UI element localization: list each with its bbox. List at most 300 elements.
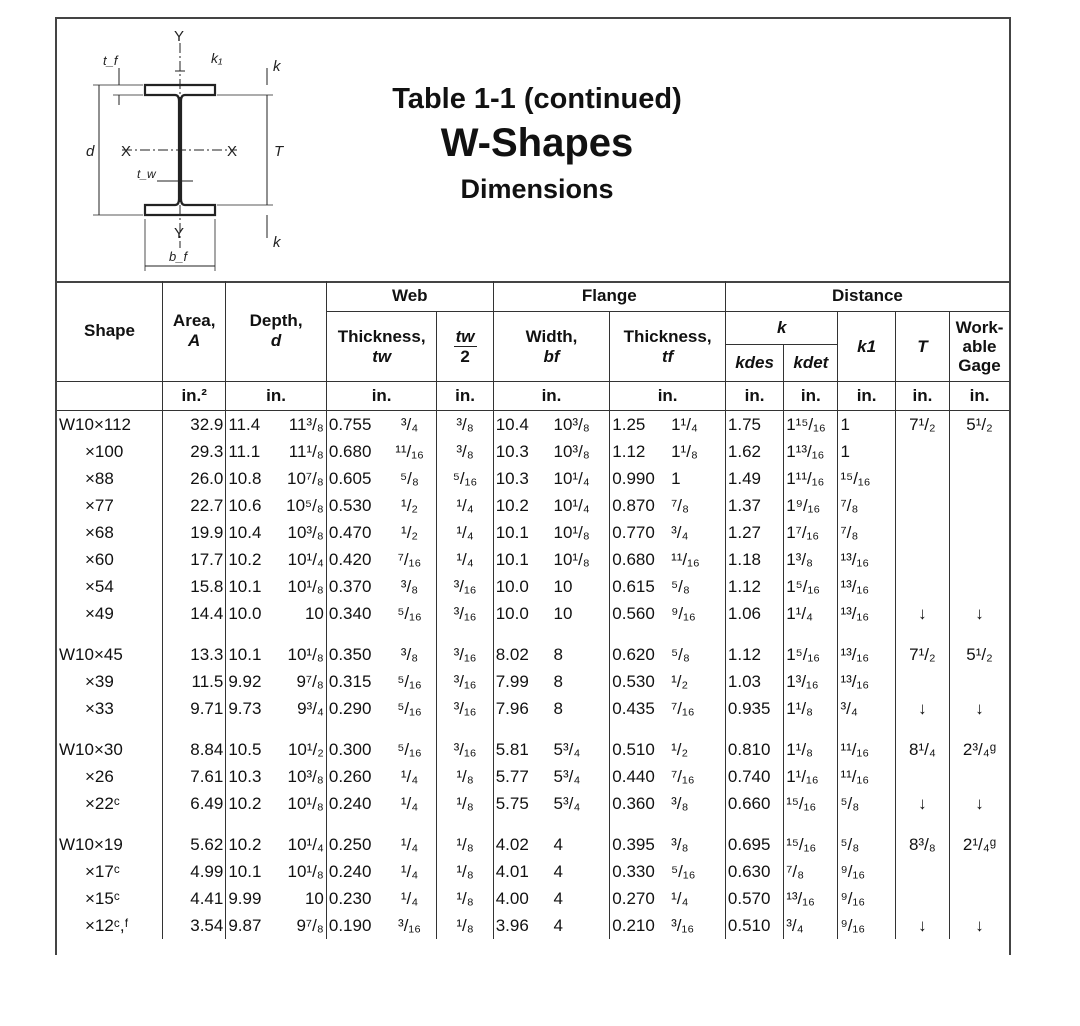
table-cell (895, 438, 949, 465)
table-cell: 1¹⁵/₁₆ (784, 411, 838, 439)
table-cell: 10.2 (226, 546, 276, 573)
table-cell: 22.7 (163, 492, 226, 519)
table-cell: 0.740 (725, 763, 783, 790)
table-cell: 1.27 (725, 519, 783, 546)
table-cell: ¹⁵/₁₆ (784, 831, 838, 858)
table-cell: 5¹/₂ (950, 411, 1009, 439)
table-row (57, 600, 1009, 627)
svg-text:k: k (273, 234, 281, 251)
table-cell: 0.530 (326, 492, 382, 519)
table-cell: 4 (553, 888, 563, 908)
table-cell: 9.73 (226, 695, 276, 722)
svg-text:d: d (86, 143, 95, 160)
shape-cell: W10×45 (59, 644, 123, 664)
table-cell: 1.62 (725, 438, 783, 465)
table-cell (950, 546, 1009, 573)
table-cell (950, 438, 1009, 465)
group-spacer (57, 722, 1009, 736)
table-cell: ¹¹/₁₆ (671, 549, 700, 569)
table-cell: 10¹/₈ (553, 549, 590, 569)
table-cell: ¹³/₁₆ (784, 885, 838, 912)
table-cell: 29.3 (163, 438, 226, 465)
group-spacer (57, 817, 1009, 831)
table-cell: ³/₄ (400, 414, 419, 434)
shape-cell: ×49 (85, 603, 114, 623)
table-row (57, 831, 1009, 858)
table-cell: 1³/₁₆ (784, 668, 838, 695)
table-cell: 10¹/₄ (553, 468, 590, 488)
table-cell: 0.330 (610, 858, 669, 885)
table-cell: ³/₈ (437, 438, 493, 465)
table-cell: 10.1 (226, 573, 276, 600)
table-cell: ⁷/₈ (784, 858, 838, 885)
table-cell: 10³/₈ (553, 441, 590, 461)
table-cell: ¹¹/₁₆ (838, 736, 895, 763)
table-cell: 0.570 (725, 885, 783, 912)
table-cell: 0.605 (326, 465, 382, 492)
table-cell: 0.470 (326, 519, 382, 546)
table-cell: 0.270 (610, 885, 669, 912)
table-cell: 4.41 (163, 885, 226, 912)
table-cell: 10¹/₈ (287, 861, 324, 881)
table-cell: 11³/₈ (288, 414, 324, 434)
table-cell: 13.3 (163, 641, 226, 668)
table-cell: ³/₈ (437, 411, 493, 439)
table-cell: 7.61 (163, 763, 226, 790)
table-cell: 0.260 (326, 763, 382, 790)
table-number-title: Table 1-1 (continued) (392, 83, 682, 115)
table-cell: 0.420 (326, 546, 382, 573)
table-cell: 10¹/₈ (287, 576, 324, 596)
table-cell: 0.210 (610, 912, 669, 939)
table-row (57, 641, 1009, 668)
table-cell: ⁷/₁₆ (397, 549, 422, 569)
table-cell: ³/₁₆ (437, 641, 493, 668)
table-cell: 10⁷/₈ (287, 468, 324, 488)
table-cell: 1¹¹/₁₆ (784, 465, 838, 492)
table-cell: ¹/₈ (437, 858, 493, 885)
table-cell (950, 858, 1009, 885)
table-cell: 1.12 (725, 573, 783, 600)
table-cell: 10³/₈ (287, 522, 324, 542)
table-cell: 10.4 (493, 411, 551, 439)
table-cell: 1¹/₈ (784, 736, 838, 763)
table-cell: 17.7 (163, 546, 226, 573)
shape-cell: ×26 (85, 766, 114, 786)
table-cell: 10.2 (493, 492, 551, 519)
table-cell: 0.530 (610, 668, 669, 695)
svg-text:T: T (274, 143, 284, 160)
table-cell: 4.01 (493, 858, 551, 885)
table-cell (895, 668, 949, 695)
col-tw-over-2: tw 2 (437, 312, 493, 382)
table-cell: 5¹/₂ (950, 641, 1009, 668)
table-cell: 0.315 (326, 668, 382, 695)
table-cell: ¹/₄ (437, 546, 493, 573)
table-cell: 8 (553, 671, 563, 691)
svg-text:X: X (121, 143, 132, 160)
table-cell: ¹³/₁₆ (838, 600, 895, 627)
table-cell: 4.02 (493, 831, 551, 858)
shape-cell: ×12ᶜ,ᶠ (85, 915, 129, 935)
table-cell: 9⁷/₈ (296, 671, 324, 691)
table-cell: 8 (553, 698, 563, 718)
table-cell: 26.0 (163, 465, 226, 492)
table-titles (337, 79, 737, 211)
table-cell: 8.84 (163, 736, 226, 763)
shape-cell: W10×30 (59, 739, 123, 759)
table-header-box (57, 19, 1009, 283)
table-cell: ⁵/₁₆ (437, 465, 493, 492)
table-cell: 10.0 (226, 600, 276, 627)
table-row (57, 885, 1009, 912)
table-cell: 10¹/₄ (287, 549, 324, 569)
table-cell: ¹/₄ (400, 888, 419, 908)
table-cell: 8¹/₄ (895, 736, 949, 763)
table-cell: ³/₁₆ (437, 736, 493, 763)
shape-cell: ×77 (85, 495, 114, 515)
table-cell: 1⁹/₁₆ (784, 492, 838, 519)
table-cell: 0.935 (725, 695, 783, 722)
table-row (57, 763, 1009, 790)
svg-text:t_f: t_f (103, 53, 118, 68)
table-cell: 3.54 (163, 912, 226, 939)
table-row (57, 912, 1009, 939)
table-row (57, 736, 1009, 763)
table-cell: 0.510 (725, 912, 783, 939)
shape-cell: ×60 (85, 549, 114, 569)
table-cell: 7¹/₂ (895, 411, 949, 439)
table-cell: 10.4 (226, 519, 276, 546)
table-cell: ⁵/₁₆ (397, 698, 422, 718)
table-cell: ¹/₂ (671, 671, 689, 691)
table-cell: 9.92 (226, 668, 276, 695)
table-cell: 7¹/₂ (895, 641, 949, 668)
table-row (57, 492, 1009, 519)
table-cell: ⁵/₈ (671, 644, 690, 664)
table-cell: ³/₁₆ (437, 600, 493, 627)
table-cell: 0.240 (326, 790, 382, 817)
table-cell: ¹/₂ (401, 522, 419, 542)
table-cell: ⁷/₈ (671, 495, 690, 515)
table-cell: 2³/₄ᵍ (950, 736, 1009, 763)
table-cell: 5.62 (163, 831, 226, 858)
table-cell: ⁷/₁₆ (671, 698, 695, 718)
col-shape: Shape (57, 281, 163, 382)
table-cell (950, 763, 1009, 790)
table-cell: 10.2 (226, 790, 276, 817)
table-cell: 5.75 (493, 790, 551, 817)
col-area: Area, A (163, 281, 226, 382)
table-cell: 19.9 (163, 519, 226, 546)
table-cell: 0.190 (326, 912, 382, 939)
table-cell: ³/₈ (400, 644, 419, 664)
shape-cell: ×88 (85, 468, 114, 488)
col-web-thickness: Thickness, tw (326, 312, 437, 382)
table-cell: ¹/₈ (437, 763, 493, 790)
table-cell: 10¹/₄ (287, 834, 324, 854)
table-cell (895, 858, 949, 885)
table-cell: ¹/₄ (400, 861, 419, 881)
table-row (57, 790, 1009, 817)
table-cell: 0.630 (725, 858, 783, 885)
table-cell: 1¹/₄ (784, 600, 838, 627)
table-cell: 0.230 (326, 885, 382, 912)
table-cell: 10.1 (493, 546, 551, 573)
table-cell: ⁵/₈ (671, 576, 690, 596)
table-cell: ↓ (895, 912, 949, 939)
table-cell: ¹³/₁₆ (838, 641, 895, 668)
table-row (57, 858, 1009, 885)
table-cell: 0.695 (725, 831, 783, 858)
table-cell: ¹³/₁₆ (838, 546, 895, 573)
table-cell: 10.6 (226, 492, 276, 519)
table-cell: 1⁵/₁₆ (784, 573, 838, 600)
svg-text:b_f: b_f (169, 249, 188, 264)
table-cell: 11.5 (163, 668, 226, 695)
table-cell: 8³/₈ (895, 831, 949, 858)
table-cell: 1³/₈ (784, 546, 838, 573)
table-cell: 5³/₄ (553, 739, 581, 759)
svg-text:X: X (227, 143, 238, 160)
table-cell: 5³/₄ (553, 793, 581, 813)
table-cell: ³/₈ (400, 576, 419, 596)
table-cell: ¹/₂ (401, 495, 419, 515)
table-cell: ⁵/₁₆ (397, 671, 422, 691)
table-cell (950, 519, 1009, 546)
table-cell (895, 519, 949, 546)
table-cell: 0.395 (610, 831, 669, 858)
table-cell: ⁵/₁₆ (671, 861, 696, 881)
table-cell: 32.9 (163, 411, 226, 439)
table-cell: 11¹/₈ (288, 441, 324, 461)
table-cell: ³/₁₆ (671, 915, 695, 935)
table-cell: 10.3 (493, 465, 551, 492)
table-cell: 10.0 (493, 573, 551, 600)
table-cell: 5.81 (493, 736, 551, 763)
table-cell (950, 492, 1009, 519)
table-cell (950, 668, 1009, 695)
table-subtitle: Dimensions (460, 174, 614, 204)
dimensions-table (57, 281, 1009, 939)
table-cell: ¹/₈ (437, 885, 493, 912)
table-cell: ¹⁵/₁₆ (838, 465, 895, 492)
col-kdet: kdet (784, 345, 838, 382)
table-cell: ↓ (950, 695, 1009, 722)
table-cell: 7.99 (493, 668, 551, 695)
table-cell: 0.620 (610, 641, 669, 668)
shape-cell: ×33 (85, 698, 114, 718)
shape-cell: ×17ᶜ (85, 861, 120, 881)
table-cell: ³/₈ (671, 834, 689, 854)
table-cell: ↓ (895, 695, 949, 722)
table-cell: ¹³/₁₆ (838, 668, 895, 695)
table-cell: 9.71 (163, 695, 226, 722)
table-cell: 0.250 (326, 831, 382, 858)
table-cell: ¹/₈ (437, 831, 493, 858)
table-cell (950, 885, 1009, 912)
table-row (57, 465, 1009, 492)
col-k1: k1 (838, 312, 895, 382)
table-cell: ↓ (950, 600, 1009, 627)
shape-cell: W10×112 (59, 414, 131, 434)
table-cell: 7.96 (493, 695, 551, 722)
table-cell: ¹/₂ (671, 739, 689, 759)
table-row (57, 668, 1009, 695)
table-cell: 10.1 (226, 641, 276, 668)
shape-cell: ×15ᶜ (85, 888, 120, 908)
table-row (57, 695, 1009, 722)
table-cell: ⁹/₁₆ (838, 912, 895, 939)
shape-cell: ×54 (85, 576, 114, 596)
table-cell: ¹¹/₁₆ (395, 441, 424, 461)
table-cell: 10³/₈ (553, 414, 590, 434)
table-cell: 9⁷/₈ (296, 915, 324, 935)
table-cell: 0.440 (610, 763, 669, 790)
table-page (55, 17, 1011, 955)
table-cell: ⁵/₁₆ (397, 603, 422, 623)
table-cell: 1.49 (725, 465, 783, 492)
table-cell: 4.99 (163, 858, 226, 885)
table-cell: 0.350 (326, 641, 382, 668)
table-cell: 0.435 (610, 695, 669, 722)
col-kdes: kdes (725, 345, 783, 382)
table-cell: 4 (553, 915, 563, 935)
table-cell: 2¹/₄ᵍ (950, 831, 1009, 858)
table-row (57, 438, 1009, 465)
svg-text:k₁: k₁ (211, 50, 223, 66)
table-cell: 5³/₄ (553, 766, 581, 786)
table-cell: 0.300 (326, 736, 382, 763)
table-cell (895, 885, 949, 912)
table-cell: ⁵/₈ (400, 468, 419, 488)
table-cell (950, 573, 1009, 600)
table-cell: ³/₈ (671, 793, 689, 813)
table-cell: 0.680 (610, 546, 669, 573)
table-cell: 8 (553, 644, 563, 664)
table-cell: 0.290 (326, 695, 382, 722)
table-cell: ³/₄ (671, 522, 689, 542)
table-row (57, 411, 1009, 439)
shape-cell: ×68 (85, 522, 114, 542)
table-cell: 10 (304, 888, 324, 908)
table-main-title: W-Shapes (440, 121, 634, 165)
table-cell: 1¹³/₁₆ (784, 438, 838, 465)
table-cell: ³/₄ (784, 912, 838, 939)
table-cell: 0.240 (326, 858, 382, 885)
shape-cell: ×100 (85, 441, 124, 461)
table-cell: ⁵/₈ (838, 790, 895, 817)
table-cell: 10⁵/₈ (286, 495, 324, 515)
table-cell: 10³/₈ (287, 766, 324, 786)
table-cell: ↓ (950, 790, 1009, 817)
table-cell: 1¹/₁₆ (784, 763, 838, 790)
table-cell: 0.870 (610, 492, 669, 519)
group-spacer (57, 627, 1009, 641)
table-cell: 10¹/₈ (287, 793, 324, 813)
table-cell (895, 573, 949, 600)
table-cell: ¹/₄ (437, 492, 493, 519)
table-cell: ⁹/₁₆ (671, 603, 696, 623)
shape-cell: ×22ᶜ (85, 793, 120, 813)
units-row: in.² in. in. in. in. in. in. in. in. in. in. (57, 382, 1009, 411)
table-cell: 14.4 (163, 600, 226, 627)
table-cell: 10¹/₂ (287, 739, 324, 759)
table-cell: ¹/₄ (400, 766, 419, 786)
table-cell (895, 546, 949, 573)
table-cell: ¹/₄ (437, 519, 493, 546)
svg-text:Y: Y (174, 225, 185, 242)
table-row (57, 519, 1009, 546)
table-cell: ³/₁₆ (437, 695, 493, 722)
table-cell: 0.360 (610, 790, 669, 817)
table-cell: 0.370 (326, 573, 382, 600)
table-cell (895, 492, 949, 519)
col-flange-width: Width, bf (493, 312, 610, 382)
table-cell: 1 (838, 438, 895, 465)
col-depth: Depth, d (226, 281, 327, 382)
table-cell: 10.8 (226, 465, 276, 492)
table-cell: ↓ (950, 912, 1009, 939)
table-cell: 10.3 (226, 763, 276, 790)
table-cell: 5.77 (493, 763, 551, 790)
table-cell: ⁹/₁₆ (838, 858, 895, 885)
table-cell: ³/₁₆ (398, 915, 422, 935)
table-cell: 10¹/₄ (553, 495, 590, 515)
table-cell: ¹¹/₁₆ (838, 763, 895, 790)
table-cell: ↓ (895, 790, 949, 817)
table-cell: 0.990 (610, 465, 669, 492)
svg-text:Y: Y (174, 28, 185, 45)
table-cell: 0.560 (610, 600, 669, 627)
shape-cell: ×39 (85, 671, 114, 691)
table-cell: 10.5 (226, 736, 276, 763)
table-cell: ¹/₈ (437, 912, 493, 939)
table-cell: 1.75 (725, 411, 783, 439)
table-cell: ↓ (895, 600, 949, 627)
table-cell: 1⁷/₁₆ (784, 519, 838, 546)
table-cell: 0.660 (725, 790, 783, 817)
table-cell: 0.680 (326, 438, 382, 465)
table-cell (950, 465, 1009, 492)
table-cell: 4 (553, 861, 563, 881)
table-cell: ⁷/₁₆ (671, 766, 695, 786)
table-cell: 10¹/₈ (553, 522, 590, 542)
table-cell: 3.96 (493, 912, 551, 939)
table-cell: 0.510 (610, 736, 669, 763)
col-T: T (895, 312, 949, 382)
table-cell: 8.02 (493, 641, 551, 668)
table-cell: 0.770 (610, 519, 669, 546)
table-cell: 15.8 (163, 573, 226, 600)
table-cell: 1 (838, 411, 895, 439)
table-cell: 1.03 (725, 668, 783, 695)
table-cell: ³/₁₆ (437, 573, 493, 600)
shape-cell: W10×19 (59, 834, 123, 854)
table-cell: 1.06 (725, 600, 783, 627)
table-cell: ⁷/₈ (838, 519, 895, 546)
table-cell: ⁵/₁₆ (397, 739, 422, 759)
table-cell: 9³/₄ (297, 698, 324, 718)
table-cell: 1⁵/₁₆ (784, 641, 838, 668)
table-cell: 4.00 (493, 885, 551, 912)
table-cell: 1.18 (725, 546, 783, 573)
table-cell: 1¹/₈ (671, 441, 698, 461)
table-body (57, 411, 1009, 940)
table-cell: 11.1 (226, 438, 276, 465)
svg-text:t_w: t_w (137, 167, 156, 181)
table-cell: 1.12 (610, 438, 669, 465)
